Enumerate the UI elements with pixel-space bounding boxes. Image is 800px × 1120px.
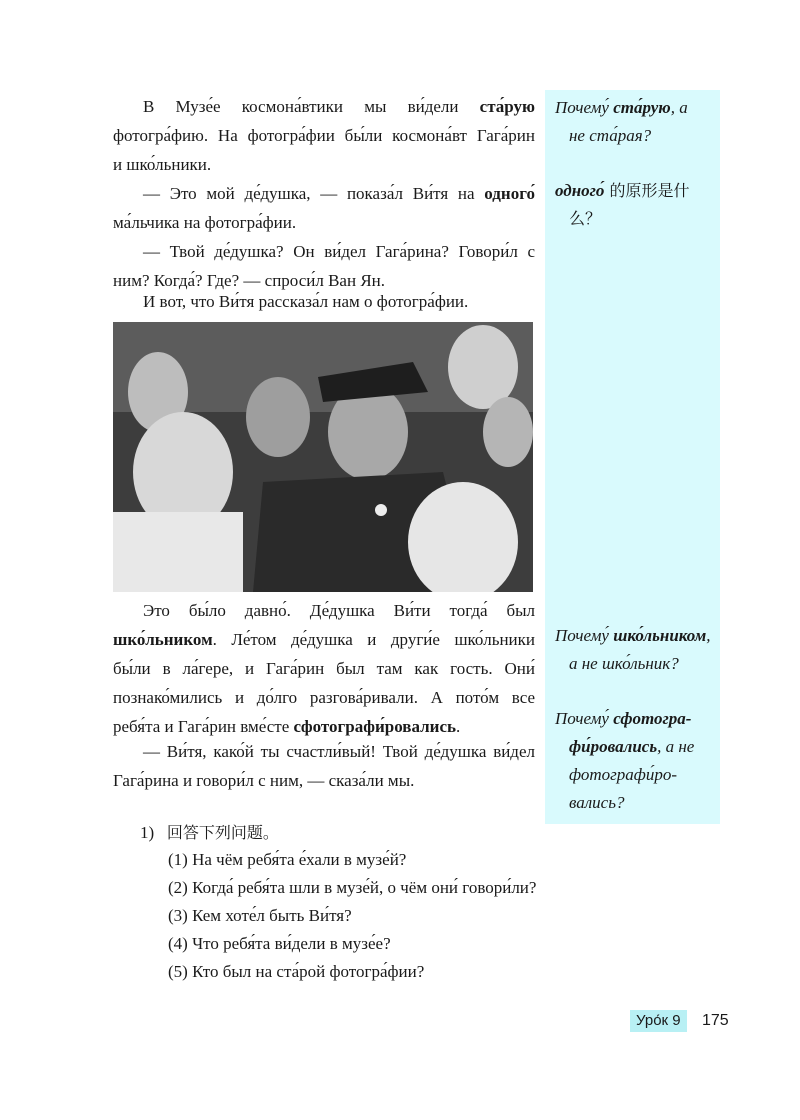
question-5: (5) Кто был на ста́рой фотогра́фии? [168,962,425,981]
paragraph-4: И вот, что Ви́тя рассказа́л нам о фотогра́фии. [143,292,469,311]
margin-note-1: Почему́ ста́рую, а не ста́рая? [555,98,688,145]
paragraph-1: В Музе́е космона́втики мы ви́дели ста́рую фотогра́фию. На фотогра́фии бы́ли космона́вт Гага́рин и шко́льники. [113,97,535,174]
question-4: (4) Что ребя́та ви́дели в музе́е? [168,934,391,953]
question-2: (2) Когда́ ребя́та шли в музе́й, о чём они́ говори́ли? [168,878,537,897]
paragraph-6: — Ви́тя, како́й ты счастли́вый! Твой де́душка ви́дел Гага́рина и говори́л с ним, — сказа́ли мы. [113,742,535,790]
gagarin-photo [113,322,533,592]
paragraph-3: — Твой де́душка? Он ви́дел Гага́рина? Говори́л с ним? Когда́? Где? — спроси́л Ван Ян. [113,242,535,290]
margin-note-2: одного́ 的原形是什 么？ [555,181,690,228]
paragraph-5: Это бы́ло давно́. Де́душка Ви́ти тогда́ был шко́льником. Ле́том де́душка и други́е шко́льники бы́ли в ла́гере, и Гага́рин был там как гость. Они́ познако́мились и до́лго разгова́ривали. А пото́м все ребя́та и Гага́рин вме́сте сфотографи́ровались. [113,601,535,736]
question-3: (3) Кем хоте́л быть Ви́тя? [168,906,352,925]
margin-note-4: Почему́ сфотогра- фи́ровались, а не фотографи́ро- вались? [555,709,695,812]
lesson-badge: Уро́к 9 [630,1010,687,1032]
photo-illustration [113,322,533,592]
question-1: (1) На чём ребя́та е́хали в музе́й? [168,850,407,869]
paragraph-2: — Это мой де́душка, — показа́л Ви́тя на одного́ ма́льчика на фотогра́фии. [113,184,535,232]
page-number: 175 [702,1012,729,1029]
exercise-heading: 1) 回答下列问题。 [140,823,279,842]
margin-note-3: Почему́ шко́льником, а не шко́льник? [555,626,711,673]
